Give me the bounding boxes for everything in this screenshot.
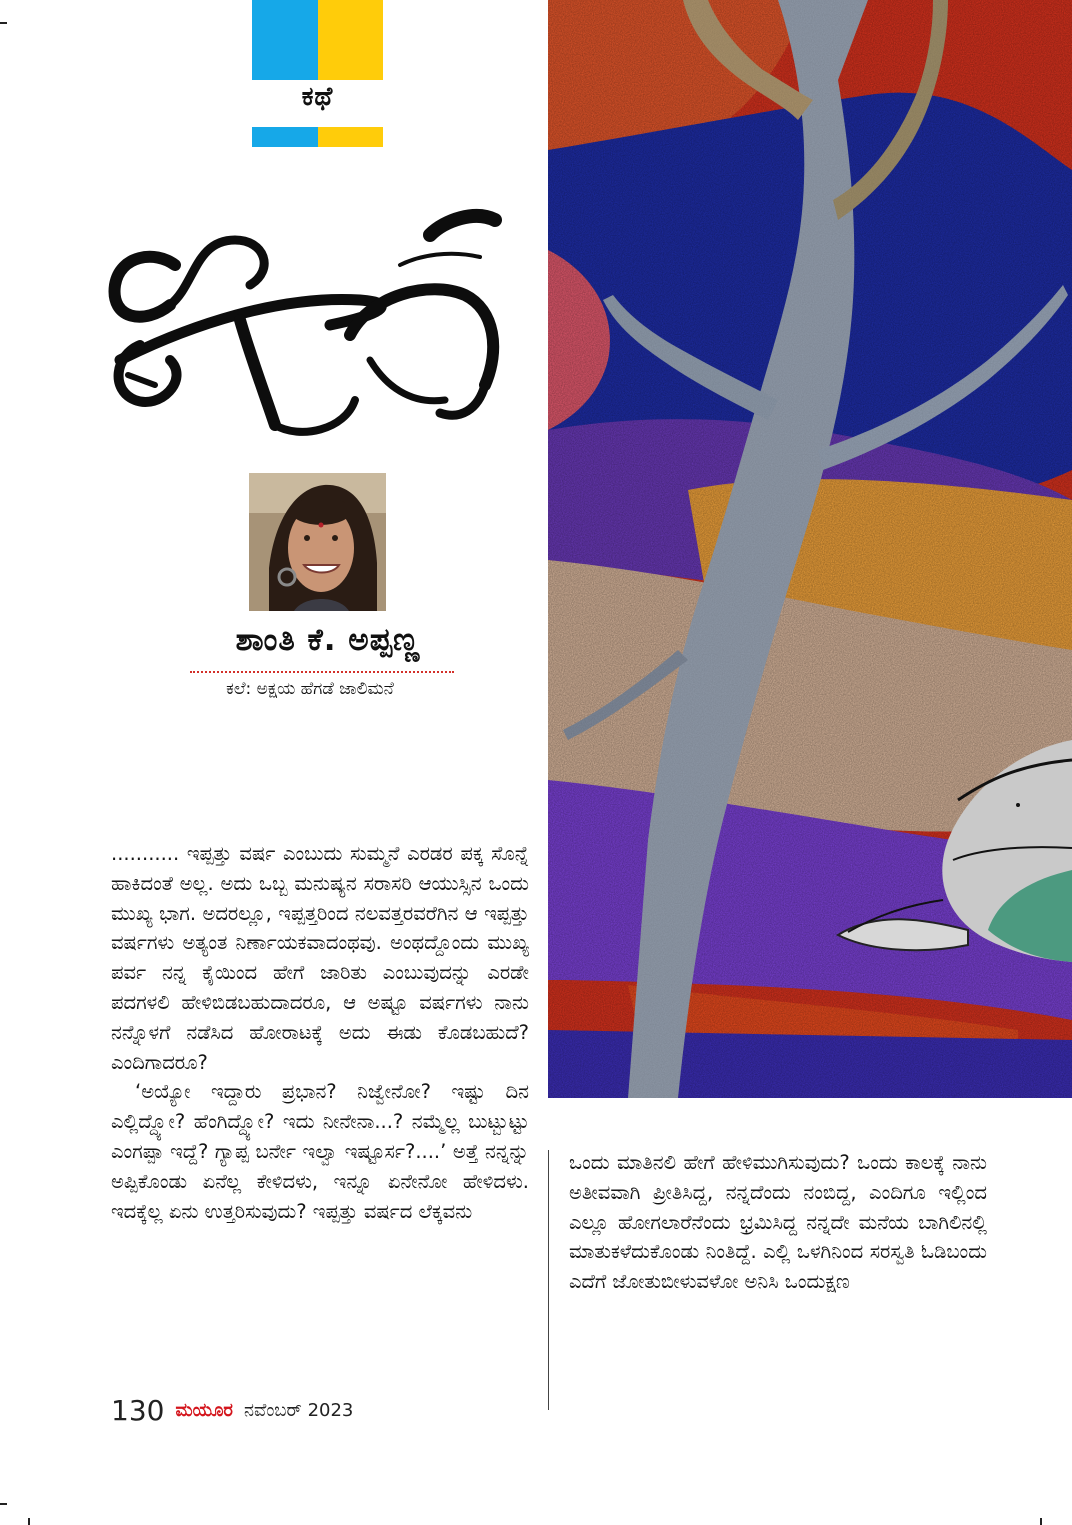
story-illustration xyxy=(548,0,1072,1098)
story-title-calligraphy xyxy=(100,185,530,455)
crop-mark xyxy=(0,1503,7,1505)
body-paragraph: ........... ಇಪ್ಪತ್ತು ವರ್ಷ ಎಂಬುದು ಸುಮ್ಮನೆ ಎರಡರ ಪಕ್ಕ ಸೊನ್ನೆ ಹಾಕಿದಂತೆ ಅಲ್ಲ. ಅದು ಒಬ್ಬ ಮನುಷ್ಯನ ಸರಾಸರಿ ಆಯುಸ್ಸಿನ ಒಂದು ಮುಖ್ಯ ಭಾಗ. ಅದರಲ್ಲೂ, ಇಪ್ಪತ್ತರಿಂದ ನಲವತ್ತರವರೆಗಿನ ಆ ಇಪ್ಪತ್ತು ವರ್ಷಗಳು ಅತ್ಯಂತ ನಿರ್ಣಾಯಕವಾದಂಥವು. ಅಂಥದ್ದೊಂದು ಮುಖ್ಯ ಪರ್ವ ನನ್ನ ಕೈಯಿಂದ ಹೇಗೆ ಜಾರಿತು ಎಂಬುವುದನ್ನು ಎರಡೇ ಪದಗಳಲಿ ಹೇಳಿಬಿಡಬಹುದಾದರೂ, ಆ ಅಷ್ಟೂ ವರ್ಷಗಳು ನಾನು ನನ್ನೊಳಗೆ ನಡೆಸಿದ ಹೋರಾಟಕ್ಕೆ ಅದು ಈಡು ಕೊಡಬಹುದೆ? ಎಂದಿಗಾದರೂ? xyxy=(111,842,529,1074)
section-tag xyxy=(252,0,383,147)
crop-mark xyxy=(28,1518,30,1525)
crop-mark xyxy=(1040,1518,1042,1525)
tag-blue-block xyxy=(252,0,318,80)
page-footer xyxy=(111,1394,353,1428)
tag-blue-bar xyxy=(252,127,318,147)
author-name: ಶಾಂತಿ ಕೆ. ಅಪ್ಪಣ್ಣ xyxy=(235,622,421,658)
tag-yellow-block xyxy=(318,0,383,80)
body-column-right xyxy=(569,1148,987,1297)
crop-mark xyxy=(0,22,7,24)
body-paragraph: ‘ಅಯ್ಯೋ ಇದ್ದಾರು ಪ್ರಭಾನ? ನಿಜ್ವೇನೋ? ಇಷ್ಟು ದಿನ ಎಲ್ಲಿದ್ದ್ಯೋ? ಹೆಂಗಿದ್ದ್ಯೋ? ಇದು ನೀನೇನಾ...? ನಮ್ಮೆಲ್ಲ ಬುಟ್ಬುಟ್ಟು ಎಂಗಪ್ಪಾ ಇದ್ದೆ? ಗ್ಯಾಪ್ಪ ಬರ್ನೇ ಇಲ್ವಾ ಇಷ್ಟೂರ್ಸ?....’ ಅತ್ತೆ ನನ್ನನ್ನು ಅಪ್ಪಿಕೊಂಡು ಏನೆಲ್ಲ ಕೇಳಿದಳು, ಇನ್ನೂ ಏನೇನೋ ಹೇಳಿದಳು. ಇದಕ್ಕೆಲ್ಲ ಏನು ಉತ್ತರಿಸುವುದು? ಇಪ್ಪತ್ತು ವರ್ಷದ ಲೆಕ್ಕವನು xyxy=(111,1080,529,1223)
page-number: 130 xyxy=(111,1394,165,1427)
tag-yellow-bar xyxy=(318,127,383,147)
issue-date: ನವೆಂಬರ್ 2023 xyxy=(244,1400,354,1421)
body-column-left xyxy=(111,839,529,1226)
magazine-logo: ಮಯೂರ xyxy=(175,1400,233,1421)
author-divider xyxy=(190,671,454,673)
body-paragraph: ಒಂದು ಮಾತಿನಲಿ ಹೇಗೆ ಹೇಳಿಮುಗಿಸುವುದು? ಒಂದು ಕಾಲಕ್ಕೆ ನಾನು ಅತೀವವಾಗಿ ಪ್ರೀತಿಸಿದ್ದ, ನನ್ನದೆಂದು ನಂಬಿದ್ದ, ಎಂದಿಗೂ ಇಲ್ಲಿಂದ ಎಲ್ಲೂ ಹೋಗಲಾರೆನೆಂದು ಭ್ರಮಿಸಿದ್ದ ನನ್ನದೇ ಮನೆಯ ಬಾಗಿಲಿನಲ್ಲಿ ಮಾತುಕಳೆದುಕೊಂಡು ನಿಂತಿದ್ದೆ. ಎಲ್ಲಿ ಒಳಗಿನಿಂದ ಸರಸ್ವತಿ ಓಡಿಬಂದು ಎದೆಗೆ ಜೋತುಬೀಳುವಳೋ ಅನಿಸಿ ಒಂದುಕ್ಷಣ xyxy=(569,1151,987,1294)
author-photo xyxy=(249,473,386,611)
column-divider xyxy=(548,1150,549,1410)
illustration-credit: ಕಲೆ: ಅಕ್ಷಯ ಹೆಗಡೆ ಜಾಲಿಮನೆ xyxy=(226,679,394,699)
section-label: ಕಥೆ xyxy=(301,82,334,112)
